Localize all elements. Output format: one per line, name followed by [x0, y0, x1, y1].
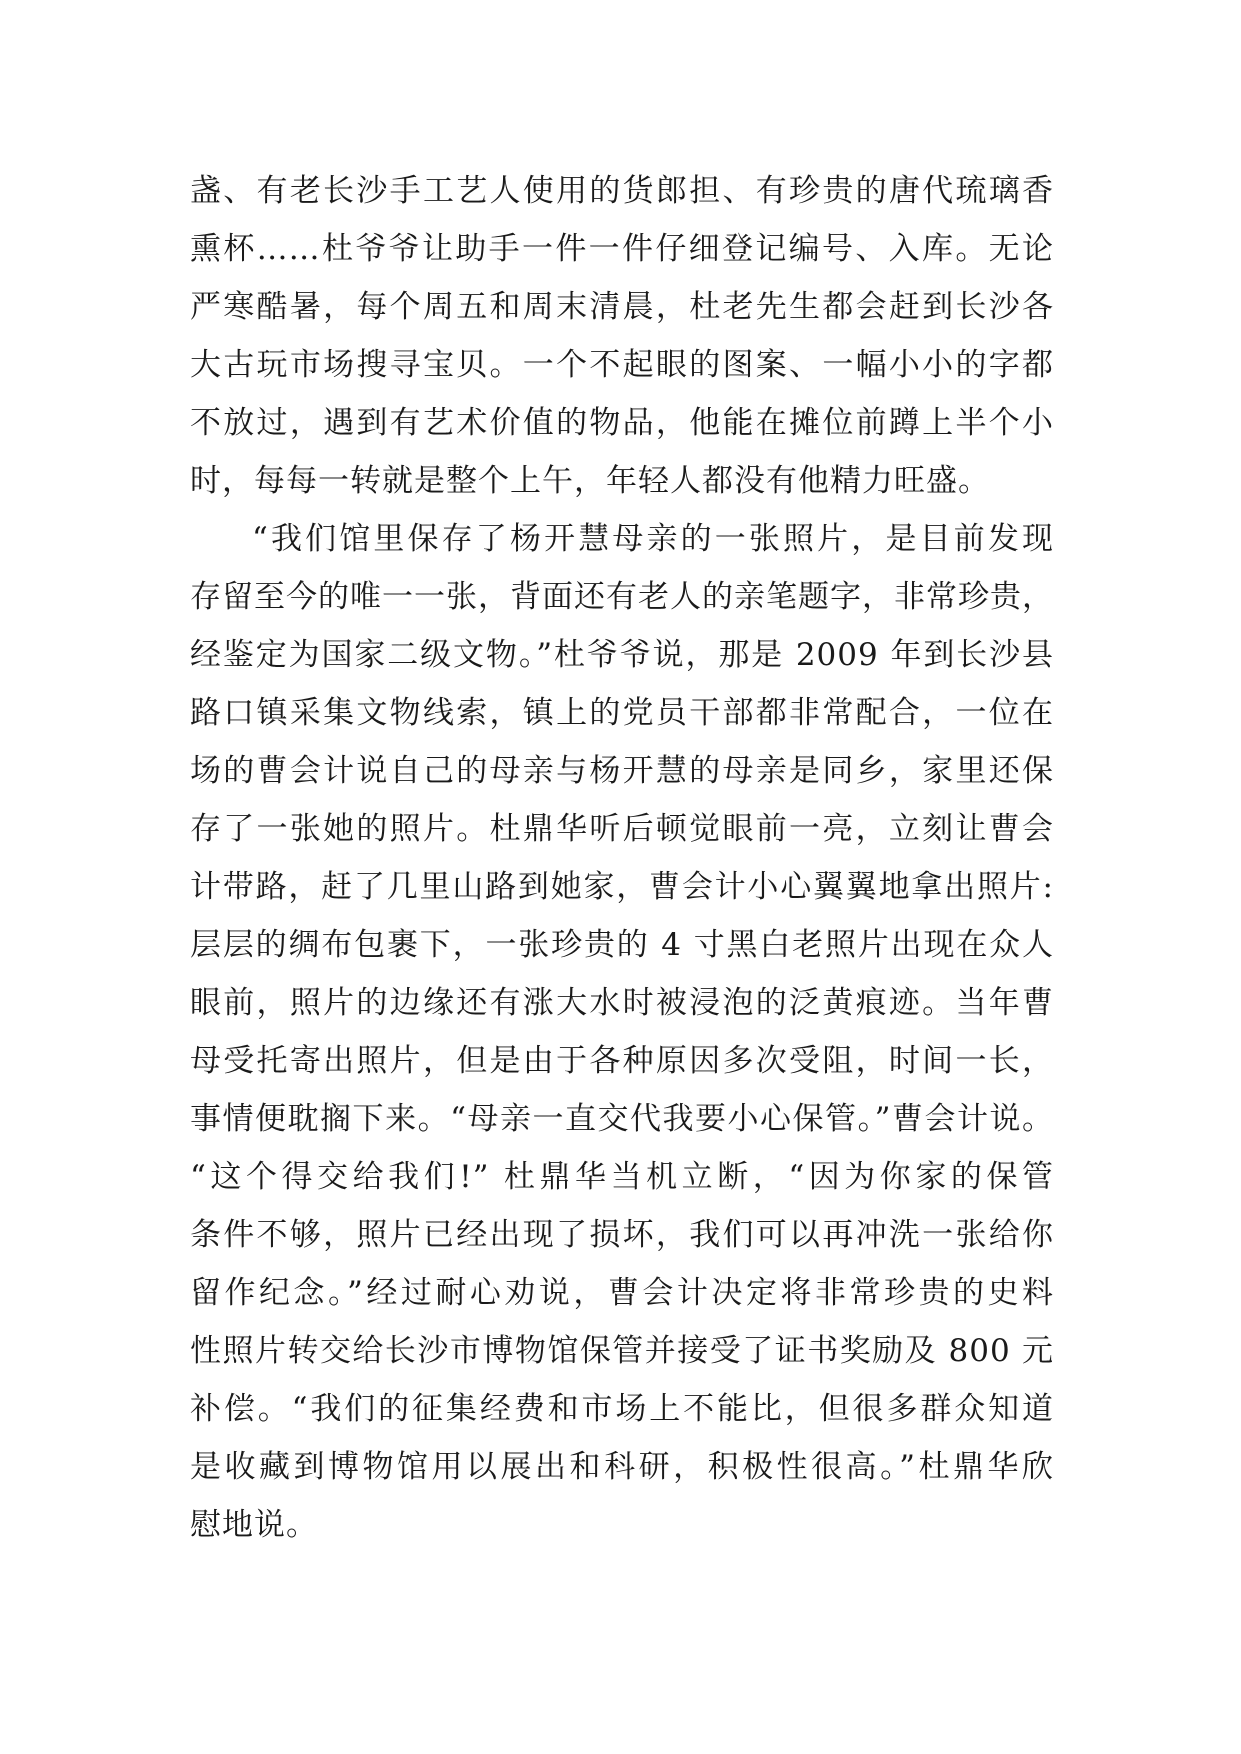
text-line: 存了一张她的照片。杜鼎华听后顿觉眼前一亮，立刻让曹会	[190, 811, 1054, 847]
text-line: 补偿。“我们的征集经费和市场上不能比，但很多群众知道	[190, 1391, 1054, 1427]
text-line: 存留至今的唯一一张，背面还有老人的亲笔题字，非常珍贵，	[190, 579, 1054, 615]
text-line: 严寒酷暑，每个周五和周末清晨，杜老先生都会赶到长沙各	[190, 289, 1054, 325]
text-line: 留作纪念。”经过耐心劝说，曹会计决定将非常珍贵的史料	[190, 1275, 1054, 1311]
text-line: 层层的绸布包裹下，一张珍贵的 4 寸黑白老照片出现在众人	[190, 927, 1054, 963]
text-line: 事情便耽搁下来。“母亲一直交代我要小心保管。”曹会计说。	[190, 1101, 1054, 1137]
paragraph-start-line: “我们馆里保存了杨开慧母亲的一张照片，是目前发现	[252, 521, 1054, 557]
text-line: 慰地说。	[190, 1507, 318, 1543]
text-line: 时，每每一转就是整个上午，年轻人都没有他精力旺盛。	[190, 463, 990, 499]
text-line: 母受托寄出照片，但是由于各种原因多次受阻，时间一长，	[190, 1043, 1054, 1079]
text-line: 是收藏到博物馆用以展出和科研，积极性很高。”杜鼎华欣	[190, 1449, 1054, 1485]
body-text	[190, 162, 1054, 1554]
text-line: 路口镇采集文物线索，镇上的党员干部都非常配合，一位在	[190, 695, 1054, 731]
text-line: 不放过，遇到有艺术价值的物品，他能在摊位前蹲上半个小	[190, 405, 1054, 441]
text-line: 大古玩市场搜寻宝贝。一个不起眼的图案、一幅小小的字都	[190, 347, 1054, 383]
text-line: 性照片转交给长沙市博物馆保管并接受了证书奖励及 800 元	[190, 1333, 1054, 1369]
text-line: 眼前，照片的边缘还有涨大水时被浸泡的泛黄痕迹。当年曹	[190, 985, 1054, 1021]
text-line: “这个得交给我们!” 杜鼎华当机立断，“因为你家的保管	[190, 1159, 1054, 1195]
text-line: 计带路，赶了几里山路到她家，曹会计小心翼翼地拿出照片:	[190, 869, 1054, 905]
text-line: 盏、有老长沙手工艺人使用的货郎担、有珍贵的唐代琉璃香	[190, 173, 1054, 209]
text-line: 条件不够，照片已经出现了损坏，我们可以再冲洗一张给你	[190, 1217, 1054, 1253]
text-line: 经鉴定为国家二级文物。”杜爷爷说，那是 2009 年到长沙县	[190, 637, 1054, 673]
text-line: 场的曹会计说自己的母亲与杨开慧的母亲是同乡，家里还保	[190, 753, 1054, 789]
text-line: 熏杯……杜爷爷让助手一件一件仔细登记编号、入库。无论	[190, 231, 1054, 267]
